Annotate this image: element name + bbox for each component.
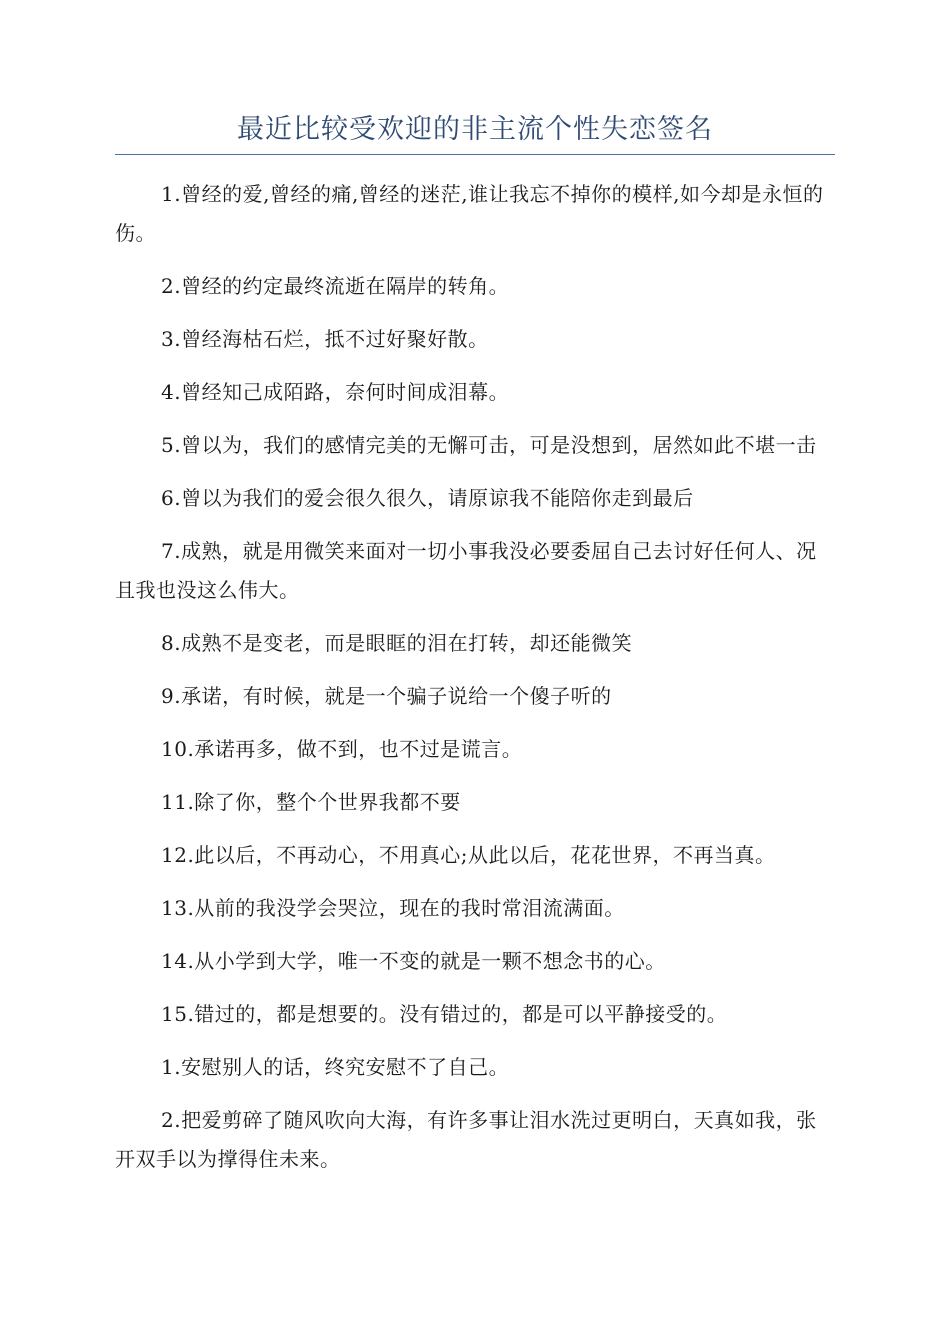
paragraph: 10.承诺再多，做不到，也不过是谎言。	[161, 737, 523, 761]
paragraph: 15.错过的，都是想要的。没有错过的，都是可以平静接受的。	[161, 1002, 728, 1026]
paragraph: 13.从前的我没学会哭泣，现在的我时常泪流满面。	[161, 896, 625, 920]
paragraph: 5.曾以为，我们的感情完美的无懈可击，可是没想到，居然如此不堪一击	[161, 433, 817, 457]
paragraph: 1.曾经的爱,曾经的痛,曾经的迷茫,谁让我忘不掉你的模样,如今却是永恒的伤。	[115, 182, 824, 245]
paragraph: 7.成熟，就是用微笑来面对一切小事我没必要委屈自己去讨好任何人、况且我也没这么伟大。	[115, 539, 817, 602]
paragraph: 2.把爱剪碎了随风吹向大海，有许多事让泪水洗过更明白，天真如我，张开双手以为撑得住未来。	[115, 1108, 817, 1171]
paragraph: 1.安慰别人的话，终究安慰不了自己。	[161, 1055, 510, 1079]
paragraph: 4.曾经知己成陌路，奈何时间成泪幕。	[161, 380, 510, 404]
paragraph: 9.承诺，有时候，就是一个骗子说给一个傻子听的	[161, 684, 612, 708]
paragraph: 2.曾经的约定最终流逝在隔岸的转角。	[161, 274, 510, 298]
paragraph: 14.从小学到大学，唯一不变的就是一颗不想念书的心。	[161, 949, 666, 973]
document-title: 最近比较受欢迎的非主流个性失恋签名	[237, 114, 713, 145]
paragraph: 8.成熟不是变老，而是眼眶的泪在打转，却还能微笑	[161, 631, 633, 655]
paragraph: 11.除了你，整个个世界我都不要	[161, 790, 461, 814]
title-underline	[115, 154, 835, 155]
paragraph: 3.曾经海枯石烂，抵不过好聚好散。	[161, 327, 489, 351]
paragraph: 6.曾以为我们的爱会很久很久，请原谅我不能陪你走到最后	[161, 486, 694, 510]
paragraph: 12.此以后，不再动心，不用真心;从此以后，花花世界，不再当真。	[161, 843, 776, 867]
document-body	[115, 175, 835, 1193]
